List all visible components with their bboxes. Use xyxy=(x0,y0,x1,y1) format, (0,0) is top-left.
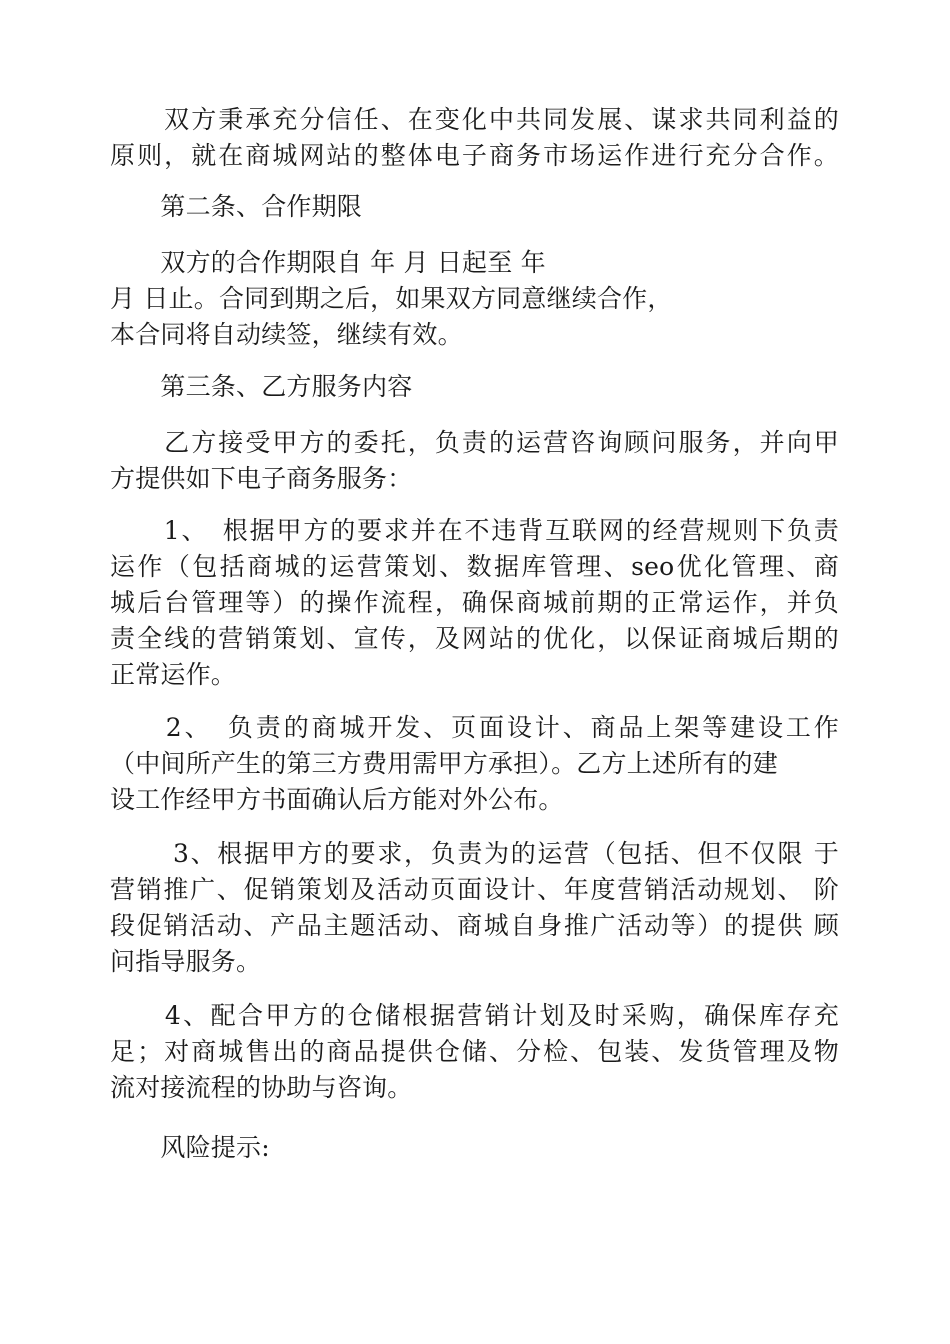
paragraph-line: 月 日止。合同到期之后，如果双方同意继续合作， xyxy=(110,284,673,313)
paragraph-line: 1、 根据甲方的要求并在不违背互联网的经营规则下负责 xyxy=(110,516,839,545)
paragraph-line: 2、 负责的商城开发、页面设计、商品上架等建设工作 xyxy=(110,713,839,742)
paragraph-line: 足；对商城售出的商品提供仓储、分检、包装、发货管理及物 xyxy=(110,1037,839,1066)
paragraph-line: 正常运作。 xyxy=(110,660,237,689)
paragraph-line: 3、根据甲方的要求，负责为的运营（包括、但不仅限 于 xyxy=(110,839,839,868)
section-heading: 第三条、乙方服务内容 xyxy=(110,372,413,401)
paragraph-line: 责全线的营销策划、宣传，及网站的优化，以保证商城后期的 xyxy=(110,624,839,653)
paragraph-line: 双方秉承充分信任、在变化中共同发展、谋求共同利益的 xyxy=(110,105,839,134)
paragraph-line: 双方的合作期限自 年 月 日起至 年 xyxy=(110,248,546,277)
paragraph-line: 本合同将自动续签，继续有效。 xyxy=(110,320,463,349)
paragraph-line: 营销推广、促销策划及活动页面设计、年度营销活动规划、 阶 xyxy=(110,875,839,904)
paragraph-line: 问指导服务。 xyxy=(110,947,262,976)
paragraph-line: （中间所产生的第三方费用需甲方承担）。乙方上述所有的建 xyxy=(110,749,778,778)
section-heading: 第二条、合作期限 xyxy=(110,192,363,221)
paragraph-line: 原则，就在商城网站的整体电子商务市场运作进行充分合作。 xyxy=(110,141,839,170)
paragraph-line: 方提供如下电子商务服务： xyxy=(110,464,413,493)
paragraph-line: 段促销活动、产品主题活动、商城自身推广活动等）的提供 顾 xyxy=(110,911,839,940)
paragraph-line: 运作（包括商城的运营策划、数据库管理、seo优化管理、商 xyxy=(110,552,839,581)
paragraph-line: 流对接流程的协助与咨询。 xyxy=(110,1073,413,1102)
paragraph-line: 设工作经甲方书面确认后方能对外公布。 xyxy=(110,785,564,814)
paragraph-line: 城后台管理等）的操作流程，确保商城前期的正常运作，并负 xyxy=(110,588,839,617)
paragraph-line: 乙方接受甲方的委托，负责的运营咨询顾问服务，并向甲 xyxy=(110,428,839,457)
section-heading: 风险提示: xyxy=(110,1133,270,1162)
paragraph-line: 4、配合甲方的仓储根据营销计划及时采购，确保库存充 xyxy=(110,1001,839,1030)
